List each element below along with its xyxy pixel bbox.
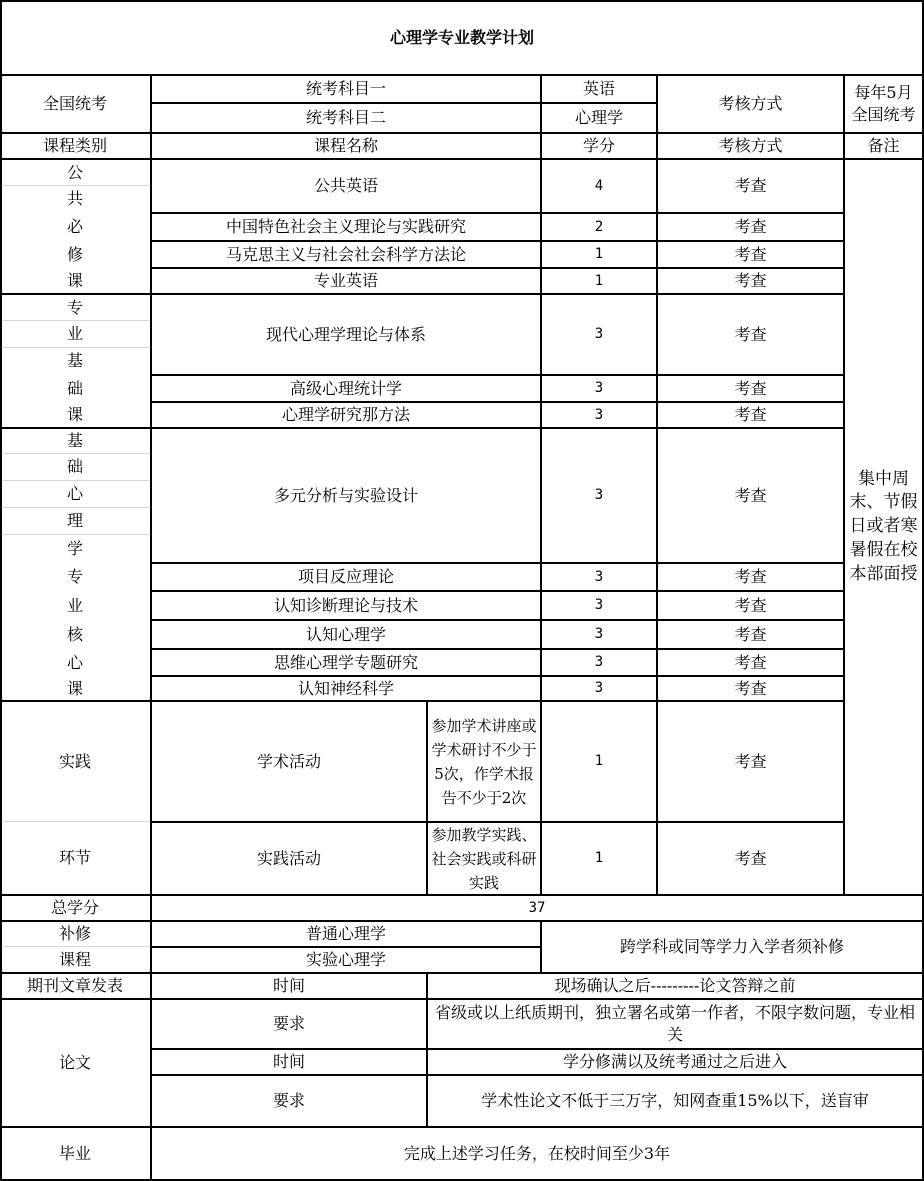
category-char: 基	[66, 351, 83, 371]
course-name: 马克思主义与社会社会科学方法论	[225, 244, 466, 264]
course-method: 考查	[734, 271, 767, 291]
category-char: 共	[66, 189, 83, 209]
total-credits-label: 总学分	[50, 898, 99, 918]
exam-subject1-value: 英语	[582, 79, 615, 99]
course-method: 考查	[734, 678, 767, 698]
course-name: 认知诊断理论与技术	[273, 595, 418, 615]
thesis-requirement-label: 要求	[272, 1014, 305, 1034]
practice-detail: 参加学术讲座或学术研讨不少于5次，作学术报告不少于2次	[431, 716, 537, 807]
course-credits: 2	[594, 218, 604, 235]
header-method: 考核方式	[718, 136, 783, 156]
course-credits: 3	[594, 568, 604, 585]
thesis-label: 论文	[58, 1053, 91, 1073]
category-char: 业	[66, 595, 83, 615]
course-credits: 3	[594, 680, 604, 697]
category-char: 础	[66, 378, 83, 398]
course-credits: 3	[594, 487, 604, 504]
exam-schedule-line2: 全国统考	[851, 105, 916, 124]
category-char: 基	[66, 431, 83, 451]
journal-time-value: 现场确认之后---------论文答辩之前	[554, 976, 796, 996]
course-name: 多元分析与实验设计	[273, 485, 418, 505]
course-credits: 3	[594, 626, 604, 643]
practice-name: 实践活动	[256, 848, 321, 868]
thesis-time-label: 时间	[272, 1052, 305, 1072]
course-credits: 4	[594, 177, 604, 194]
category-char: 心	[66, 484, 83, 504]
exam-schedule	[845, 76, 922, 132]
thesis-requirement-value: 省级或以上纸质期刊，独立署名或第一作者，不限字数问题，专业相关	[434, 1002, 915, 1044]
page-title: 心理学专业教学计划	[389, 28, 534, 48]
category-char: 学	[66, 538, 83, 558]
remedial-course: 实验心理学	[305, 950, 386, 970]
course-credits: 3	[594, 654, 604, 671]
category-char: 必	[66, 217, 83, 237]
course-credits: 1	[594, 272, 604, 289]
course-name: 现代心理学理论与体系	[265, 324, 426, 344]
category-char: 业	[66, 324, 83, 344]
exam-method-label: 考核方式	[718, 94, 783, 114]
exam-subject2-value: 心理学	[574, 108, 623, 128]
journal-label: 期刊文章发表	[26, 976, 123, 996]
course-method: 考查	[734, 485, 767, 505]
category-char: 课	[66, 678, 83, 698]
course-name: 思维心理学专题研究	[273, 652, 418, 672]
practice-label: 环节	[58, 848, 91, 868]
course-name: 项目反应理论	[297, 567, 394, 587]
remedial-label: 课程	[58, 949, 91, 969]
course-method: 考查	[734, 652, 767, 672]
category-char: 课	[66, 271, 83, 291]
header-notes: 备注	[867, 136, 900, 156]
category-char: 专	[66, 567, 83, 587]
course-name: 认知心理学	[305, 624, 386, 644]
course-method: 考查	[734, 567, 767, 587]
practice-name: 学术活动	[256, 751, 321, 771]
category-char: 心	[66, 652, 83, 672]
practice-label: 实践	[58, 751, 91, 771]
course-method: 考查	[734, 595, 767, 615]
course-name: 专业英语	[313, 271, 378, 291]
practice-detail: 参加教学实践、社会实践或科研实践	[431, 825, 537, 892]
course-name: 高级心理统计学	[289, 378, 402, 398]
remedial-label: 补修	[58, 924, 91, 944]
course-credits: 3	[594, 406, 604, 423]
course-method: 考查	[734, 217, 767, 237]
course-method: 考查	[734, 378, 767, 398]
exam-schedule-line1: 每年5月	[854, 83, 913, 103]
journal-time-label: 时间	[272, 976, 305, 996]
exam-subject1-label: 统考科目一	[305, 79, 386, 99]
course-name: 中国特色社会主义理论与实践研究	[225, 217, 466, 237]
thesis-requirement-label: 要求	[272, 1091, 305, 1111]
exam-subject2-label: 统考科目二	[305, 108, 386, 128]
course-credits: 3	[594, 326, 604, 343]
category-char: 础	[66, 457, 83, 477]
course-credits: 3	[594, 380, 604, 397]
header-credits: 学分	[582, 136, 615, 156]
category-char: 公	[66, 162, 83, 182]
exam-label: 全国统考	[42, 94, 107, 114]
header-category: 课程类别	[42, 136, 107, 156]
course-name: 认知神经科学	[297, 678, 394, 698]
graduation-label: 毕业	[58, 1143, 91, 1163]
course-name: 心理学研究那方法	[281, 405, 410, 425]
course-credits: 1	[594, 246, 604, 263]
practice-credits: 1	[594, 753, 604, 770]
course-method: 考查	[734, 324, 767, 344]
practice-method: 考查	[734, 751, 767, 771]
thesis-time-value: 学分修满以及统考通过之后进入	[562, 1052, 787, 1072]
course-method: 考查	[734, 176, 767, 196]
schedule-note: 集中周末、节假日或者寒暑假在校本部面授	[849, 468, 918, 584]
practice-credits: 1	[594, 850, 604, 867]
category-char: 专	[66, 297, 83, 317]
category-char: 理	[66, 511, 83, 531]
total-credits-value: 37	[528, 899, 546, 916]
course-credits: 3	[594, 597, 604, 614]
practice-method: 考查	[734, 848, 767, 868]
category-char: 核	[66, 624, 83, 644]
remedial-note: 跨学科或同等学力入学者须补修	[619, 937, 844, 957]
course-method: 考查	[734, 405, 767, 425]
graduation-value: 完成上述学习任务，在校时间至少3年	[403, 1143, 671, 1163]
category-char: 修	[66, 244, 83, 264]
category-char: 课	[66, 405, 83, 425]
header-course-name: 课程名称	[313, 136, 378, 156]
course-method: 考查	[734, 624, 767, 644]
course-name: 公共英语	[313, 176, 378, 196]
remedial-course: 普通心理学	[305, 924, 386, 944]
course-method: 考查	[734, 244, 767, 264]
thesis-requirement-value: 学术性论文不低于三万字，知网查重15%以下，送盲审	[481, 1091, 869, 1111]
